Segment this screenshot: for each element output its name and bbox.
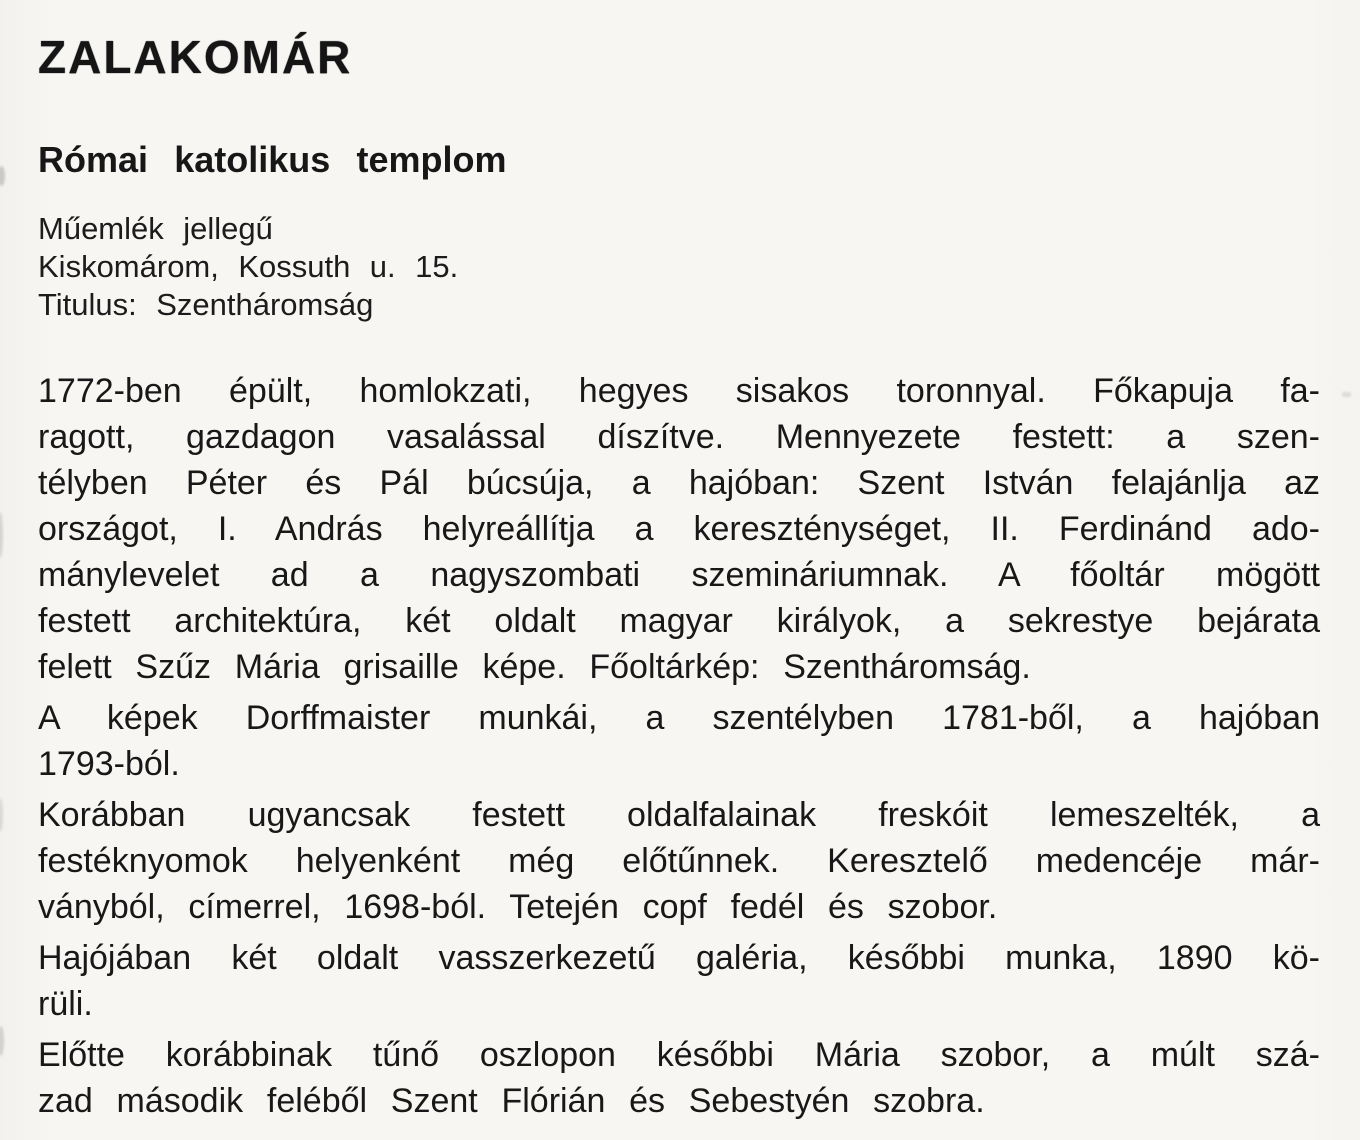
body-paragraph [38,695,1320,787]
text-line: országot, I. András helyreállítja a kereszténységet, II. Ferdinánd ado- [38,510,1320,548]
body-paragraph [38,368,1320,690]
body-paragraph [38,1032,1320,1124]
body-text [38,368,1320,1124]
text-line: festéknyomok helyenként még előtűnnek. Keresztelő medencéje már- [38,842,1320,880]
text-line: festett architektúra, két oldalt magyar királyok, a sekrestye bejárata [38,602,1320,640]
scan-artifact [0,798,3,832]
titulus-line: Titulus: Szentháromság [38,287,374,322]
scan-artifact [0,166,5,186]
text-line: A képek Dorffmaister munkái, a szentélyben 1781-ből, a hajóban [38,699,1320,737]
text-line: 1772-ben épült, homlokzati, hegyes sisakos toronnyal. Főkapuja fa- [38,372,1320,410]
text-line: zad második feléből Szent Flórián és Sebestyén szobra. [38,1082,985,1120]
text-line: 1793-ból. [38,745,180,783]
text-line: Korábban ugyancsak festett oldalfalainak freskóit lemeszelték, a [38,796,1320,834]
scan-artifact [0,512,3,558]
text-line: Előtte korábbinak tűnő oszlopon későbbi Mária szobor, a múlt szá- [38,1036,1320,1074]
text-line: télyben Péter és Pál búcsúja, a hajóban: Szent István felajánlja az [38,464,1320,502]
body-paragraph [38,792,1320,930]
text-line: felett Szűz Mária grisaille képe. Főoltárkép: Szentháromság. [38,648,1031,686]
text-line: mánylevelet ad a nagyszombati szemináriumnak. A főoltár mögött [38,556,1320,594]
monument-info-block [38,210,1320,324]
monument-status-line: Műemlék jellegű [38,211,273,246]
text-line: Hajójában két oldalt vasszerkezetű galéria, későbbi munka, 1890 kö- [38,939,1320,977]
text-line: rüli. [38,985,93,1023]
page-title: ZALAKOMÁR [38,31,353,83]
text-line: ragott, gazdagon vasalással díszítve. Mennyezete festett: a szen- [38,418,1320,456]
scan-artifact [1342,392,1351,397]
body-paragraph [38,935,1320,1027]
address-line: Kiskomárom, Kossuth u. 15. [38,249,459,284]
text-line: ványból, címerrel, 1698-ból. Tetején copf fedél és szobor. [38,888,998,926]
scan-artifact [0,1026,4,1056]
section-heading: Római katolikus templom [38,139,507,180]
